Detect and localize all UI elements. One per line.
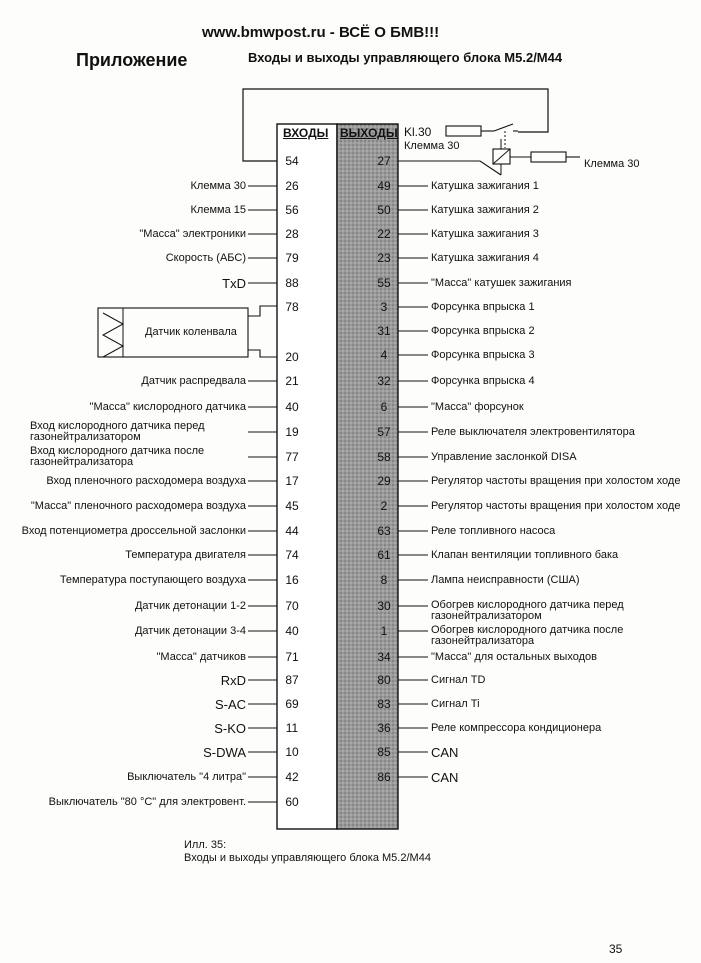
output-pin-number: 22 [377,227,391,241]
output-label: CAN [431,744,459,760]
input-label: "Масса" электроники [139,227,246,240]
input-label: S-AC [214,696,246,712]
input-label: S-KO [214,720,246,736]
input-label: Температура поступающего воздуха [59,573,246,586]
input-pin-number: 88 [285,276,299,290]
input-pin-number: 56 [285,203,299,217]
input-label: S-DWA [203,744,246,760]
input-pin-number: 21 [285,374,299,388]
input-pin-number: 60 [285,795,299,809]
input-pin-number: 42 [285,770,299,784]
output-pin-number: 4 [380,348,388,362]
output-label: "Масса" катушек зажигания [431,276,572,289]
output-label: Форсунка впрыска 1 [431,300,535,313]
output-label: Лампа неисправности (США) [431,573,580,586]
page-number: 35 [609,942,623,956]
input-pin-number: 17 [285,474,299,488]
output-label: Регулятор частоты вращения при холостом ходе [431,474,681,487]
output-label: "Масса" для остальных выходов [431,650,597,663]
input-pin-number: 74 [285,548,299,562]
output-pin-number: 34 [377,650,391,664]
output-label: Реле выключателя электровентилятора [431,425,635,438]
output-label: Клапан вентиляции топливного бака [431,548,619,561]
input-pin-number: 71 [285,650,299,664]
output-label: CAN [431,769,459,785]
kl30-terminal: Клемма 30 [404,140,460,152]
input-pin-number: 77 [285,450,299,464]
input-pin-number: 19 [285,425,299,439]
fuse-relay [531,152,566,162]
output-label: Катушка зажигания 1 [431,179,539,192]
input-label: Выключатель "80 °C" для электровент. [48,795,246,808]
input-pin-number: 40 [285,624,299,638]
output-label: Управление заслонкой DISA [431,450,577,463]
input-label: Выключатель "4 литра" [127,770,246,783]
input-label: Вход потенциометра дроссельной заслонки [21,524,246,537]
output-label: Реле компрессора кондиционера [431,721,602,734]
input-label: TxD [222,275,246,291]
output-label: Обогрев кислородного датчика после газонейтрализатора [431,624,624,647]
output-label: Обогрев кислородного датчика перед газонейтрализатором [431,599,624,622]
output-label: Сигнал Ti [431,697,480,710]
output-pin-number: 80 [377,673,391,687]
input-pin-number: 16 [285,573,299,587]
input-pin-number: 44 [285,524,299,538]
output-pin-number: 63 [377,524,391,538]
input-label: Температура двигателя [125,548,246,561]
page-title: Входы и выходы управляющего блока M5.2/M44 [248,50,563,65]
input-label: "Масса" пленочного расходомера воздуха [30,499,246,512]
input-label: "Масса" датчиков [156,650,246,663]
output-label: Форсунка впрыска 3 [431,348,535,361]
relay-terminal: Клемма 30 [584,158,640,170]
output-pin-number: 6 [380,400,388,414]
fuse-kl30 [446,126,481,136]
output-pin-number: 30 [377,599,391,613]
output-label: Сигнал TD [431,673,486,686]
output-label: "Масса" форсунок [431,400,524,413]
input-label: Вход пленочного расходомера воздуха [46,474,246,487]
output-label: Катушка зажигания 2 [431,203,539,216]
input-pin-number: 28 [285,227,299,241]
output-pin-number: 23 [377,251,391,265]
kl30-label: Kl.30 [404,125,432,139]
output-label: Форсунка впрыска 4 [431,374,535,387]
input-pin-number: 69 [285,697,299,711]
input-pin-number: 10 [285,745,299,759]
input-label: Вход кислородного датчика перед газонейтрализатором [30,420,205,443]
output-pin-number: 83 [377,697,391,711]
output-label: Катушка зажигания 4 [431,251,539,264]
output-label: Реле топливного насоса [431,524,556,537]
caption-number: Илл. 35: [184,839,227,851]
input-pin-number: 45 [285,499,299,513]
input-label: "Масса" кислородного датчика [89,400,246,413]
input-pin-number: 54 [285,154,299,168]
output-pin-number: 55 [377,276,391,290]
input-label: RxD [220,672,246,688]
output-label: Форсунка впрыска 2 [431,324,535,337]
output-pin-number: 61 [377,548,391,562]
input-label: Клемма 30 [190,179,246,192]
output-pin-number: 27 [377,154,391,168]
relay-switch [494,124,513,131]
appendix-heading: Приложение [76,50,188,70]
input-pin-number: 79 [285,251,299,265]
input-pin-number: 40 [285,400,299,414]
figure-caption [184,839,431,865]
output-pin-number: 85 [377,745,391,759]
site-banner: www.bmwpost.ru - ВСЁ О БМВ!!! [202,24,440,41]
input-pin-number: 20 [285,350,299,364]
output-pin-number: 32 [377,374,391,388]
input-label: Датчик детонации 3-4 [134,624,246,637]
crank-sensor-label: Датчик коленвала [145,326,237,338]
output-pin-number: 49 [377,179,391,193]
input-label: Вход кислородного датчика после газонейтрализатора [30,445,205,468]
input-pin-number: 11 [285,721,299,735]
output-pin-number: 36 [377,721,391,735]
output-pin-number: 50 [377,203,391,217]
input-label: Датчик детонации 1-2 [134,599,246,612]
input-pin-number: 70 [285,599,299,613]
input-label: Датчик распредвала [141,374,246,387]
inputs-header: ВХОДЫ [283,126,329,140]
output-pin-number: 31 [377,324,391,338]
output-label: Регулятор частоты вращения при холостом ходе [431,499,681,512]
output-pin-number: 29 [377,474,391,488]
output-pin-number: 2 [380,499,388,513]
input-pin-number: 26 [285,179,299,193]
caption-text: Входы и выходы управляющего блока M5.2/M44 [184,852,431,864]
input-label: Клемма 15 [190,203,246,216]
output-pin-number: 58 [377,450,391,464]
input-label: Скорость (АБС) [165,251,246,264]
output-pin-number: 57 [377,425,391,439]
outputs-header: ВЫХОДЫ [340,126,398,140]
output-pin-number: 86 [377,770,391,784]
output-pin-number: 1 [380,624,388,638]
output-pin-number: 3 [380,300,388,314]
output-label: Катушка зажигания 3 [431,227,539,240]
output-pin-number: 8 [380,573,388,587]
input-pin-number: 87 [285,673,299,687]
input-pin-number: 78 [285,300,299,314]
